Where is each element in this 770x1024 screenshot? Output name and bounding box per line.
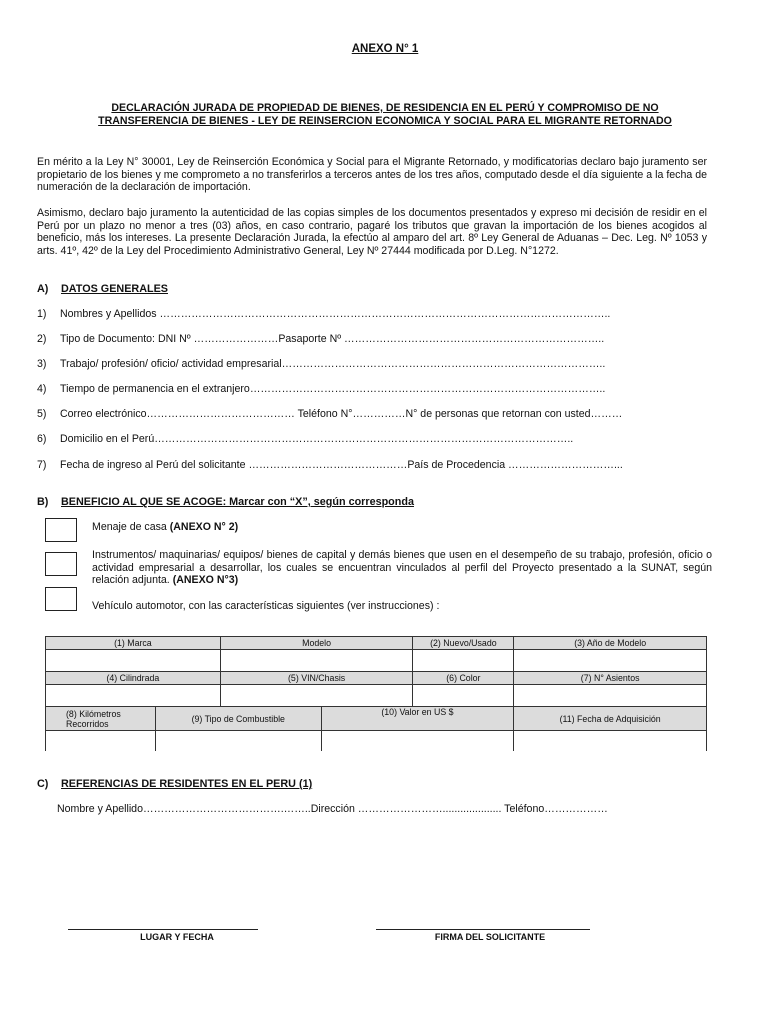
section-b-letter: B) [37,496,49,508]
field-nombres[interactable] [37,308,610,320]
section-c-heading [37,778,312,790]
field-tiempo-permanencia[interactable] [37,383,605,395]
checkbox-instrumentos[interactable] [45,552,77,576]
section-b-title: BENEFICIO AL QUE SE ACOGE: Marcar con “X”, según corresponda [61,496,414,508]
vehicle-header-row-1 [46,637,707,650]
option-menaje-label [92,521,238,533]
checkbox-vehiculo[interactable] [45,587,77,611]
header-fecha-adquisicion: (11) Fecha de Adquisición [514,707,707,731]
field-correo-telefono[interactable] [37,408,622,420]
paragraph-2: Asimismo, declaro bajo juramento la autenticidad de las copias simples de los documentos presentados y expreso mi decisión de residir en el Perú por un plazo no menor a tres (03) años, en caso contrario, pagaré los tributos que gravan la importación de los bienes acogidos al beneficio, más los intereses. La presente Declaración Jurada, la efectúo al amparo del art. 8º Ley General de Aduanas – Dec. Leg. Nº 1053 y arts. 41º, 42º de la Ley del Procedimiento Administrativo General, Ley Nº 27444 modificada por D.Leg. N°1272. [37,207,707,257]
field-domicilio[interactable] [37,433,573,445]
field-referencia-residente[interactable]: Nombre y Apellido………………………………….……..Dirección …………………….................... Teléfono……………… [57,803,608,815]
item-label: Tipo de Documento: DNI Nº ……………………Pasaporte Nº ……………………………………………………………….. [60,333,605,345]
input-valor[interactable] [321,731,514,752]
input-nuevo-usado[interactable] [413,650,514,672]
item-label: Domicilio en el Perú……………………………………………………………………………………………………….. [60,433,574,445]
option-annex: (ANEXO N°3) [172,574,239,587]
input-kilometros[interactable] [46,731,156,752]
vehicle-input-row-2 [46,685,707,707]
section-a-title: DATOS GENERALES [61,283,168,295]
label-lugar-fecha: LUGAR Y FECHA [140,932,214,942]
vehicle-table [45,636,707,751]
field-trabajo[interactable] [37,358,605,370]
section-a-heading [37,283,168,295]
vehicle-input-row-3 [46,731,707,752]
item-number: 6) [37,433,47,445]
field-fecha-ingreso[interactable] [37,459,623,471]
signature-line-right [376,929,590,930]
item-number: 3) [37,358,47,370]
item-number: 4) [37,383,47,395]
option-annex: (ANEXO N° 2) [169,521,239,533]
vehicle-header-row-3 [46,707,707,731]
item-number: 7) [37,459,47,471]
header-marca: (1) Marca [46,637,221,650]
field-tipo-documento[interactable] [37,333,604,345]
section-a-letter: A) [37,283,49,295]
section-c-title: REFERENCIAS DE RESIDENTES EN EL PERU (1) [61,778,313,790]
option-text: Menaje de casa [92,521,170,533]
item-label: Tiempo de permanencia en el extranjero……………………………………………………………………………………….. [60,383,606,395]
item-number: 5) [37,408,47,420]
header-nuevo-usado: (2) Nuevo/Usado [413,637,514,650]
input-cilindrada[interactable] [46,685,221,707]
input-marca[interactable] [46,650,221,672]
subtitle-line-1: DECLARACIÓN JURADA DE PROPIEDAD DE BIENES, DE RESIDENCIA EN EL PERÚ Y COMPROMISO DE NO [111,102,659,114]
item-label: Fecha de ingreso al Perú del solicitante ………………………………………País de Procedencia …………………………... [60,459,623,471]
header-kilometros: (8) Kilómetros Recorridos [46,707,156,731]
input-anio-modelo[interactable] [514,650,707,672]
option-vehiculo-label: Vehículo automotor, con las características siguientes (ver instrucciones) : [92,600,440,612]
vehicle-input-row-1 [46,650,707,672]
label-firma-solicitante: FIRMA DEL SOLICITANTE [434,932,546,942]
paragraph-1: En mérito a la Ley N° 30001, Ley de Reinserción Económica y Social para el Migrante Retornado, y modificatorias declaro bajo juramento ser propietario de los bienes y me comprometo a no transferirlos a terceros antes de los tres años, computado desde el día siguiente a la fecha de numeración de la declaración de importación. [37,156,707,194]
vehicle-header-row-2 [46,672,707,685]
subtitle-line-2: TRANSFERENCIA DE BIENES - LEY DE REINSERCION ECONOMICA Y SOCIAL PARA EL MIGRANTE RETORNADO [98,115,672,127]
item-label: Nombres y Apellidos ……………………………………………………………………………………………………………….. [60,308,611,320]
section-c-letter: C) [37,778,49,790]
header-vin-chasis: (5) VIN/Chasis [220,672,413,685]
checkbox-menaje[interactable] [45,518,77,542]
input-combustible[interactable] [155,731,321,752]
header-cilindrada: (4) Cilindrada [46,672,221,685]
header-color: (6) Color [413,672,514,685]
item-label: Trabajo/ profesión/ oficio/ actividad empresarial……………………………………………………………………………….. [60,358,606,370]
signature-line-left [68,929,258,930]
document-title: ANEXO N° 1 [351,43,419,55]
option-instrumentos-label [92,549,712,587]
header-modelo: Modelo [220,637,413,650]
header-valor: (10) Valor en US $ [321,707,514,731]
section-b-heading [37,496,414,508]
item-number: 1) [37,308,47,320]
header-anio-modelo: (3) Año de Modelo [514,637,707,650]
input-vin-chasis[interactable] [220,685,413,707]
input-color[interactable] [413,685,514,707]
item-number: 2) [37,333,47,345]
input-asientos[interactable] [514,685,707,707]
input-fecha-adquisicion[interactable] [514,731,707,752]
item-label: Correo electrónico…………………………………… Teléfono N°……………N° de personas que retornan con usted……… [60,408,623,420]
input-modelo[interactable] [220,650,413,672]
option-text: Instrumentos/ maquinarias/ equipos/ bienes de capital y demás bienes que usen en el desempeño de su trabajo, profesión, oficio o actividad empresarial a desarrollar, los cuales se encuentran vinculados al perfil del Proyecto presentado a la SUNAT, según relación adjunta. [92,549,712,587]
document-subtitle [40,102,730,128]
header-combustible: (9) Tipo de Combustible [155,707,321,731]
header-asientos: (7) N° Asientos [514,672,707,685]
